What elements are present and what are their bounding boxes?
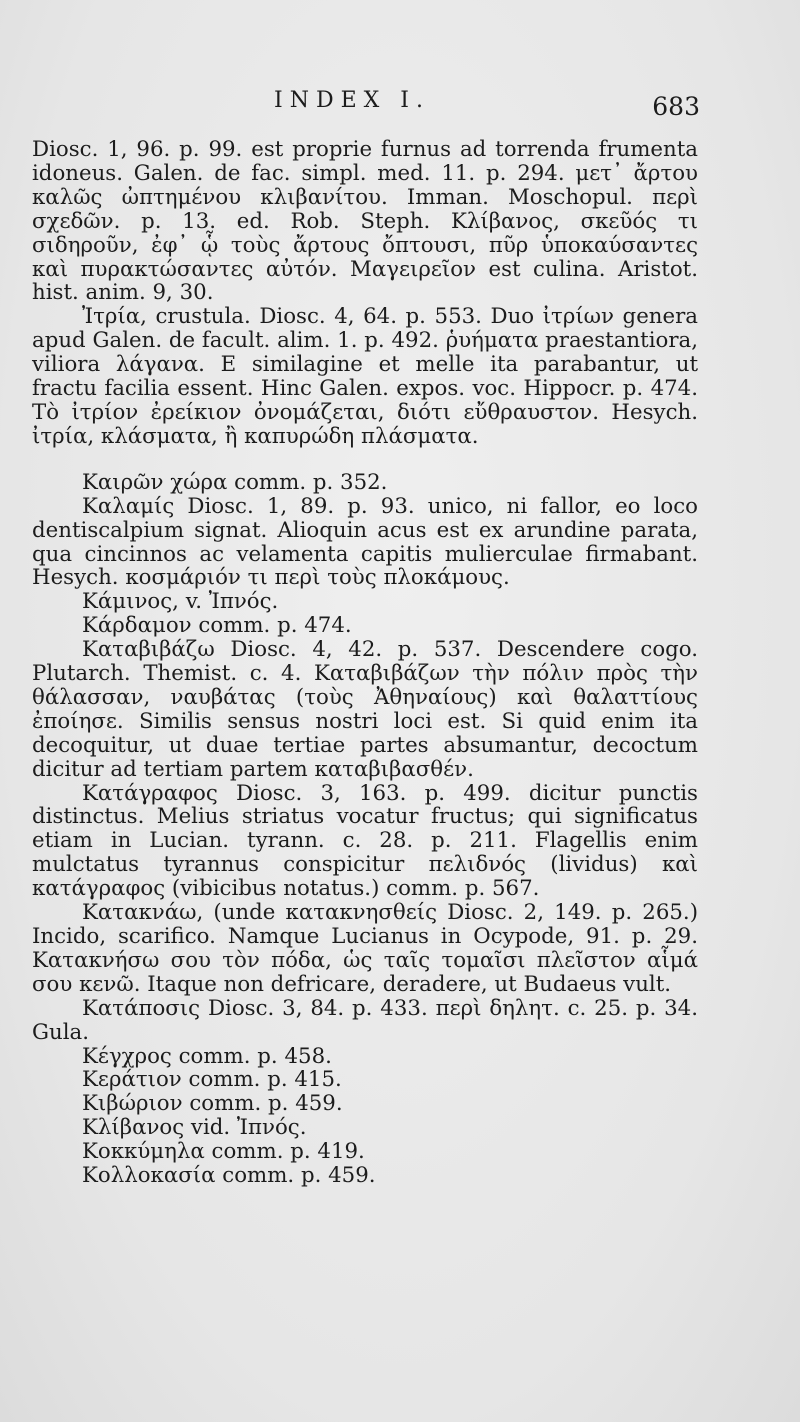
paragraph-kalamis: Καλαμίς Diosc. 1, 89. p. 93. unico, ni fallor, eo loco dentiscalpium signat. Alioquin acus est ex arundine parata, qua cincinnos ac velamenta capitis mulierculae firmabant. Hesych. κοσμάριόν τι περὶ τοὺς πλοκάμους. [32, 493, 698, 591]
paragraph-katabibazo: Καταβιβάζω Diosc. 4, 42. p. 537. Descendere cogo. Plutarch. Themist. c. 4. Καταβιβάζων τὴν πόλιν πρὸς τὴν θάλασσαν, ναυβάτας (τοὺς Ἀθηναίους) καὶ θαλαττίους ἐποίησε. Similis sensus nostri loci est. Si quid enim ita decoquitur, ut duae tertiae partes absumantur, decoctum dicitur ad tertiam partem καταβιβασθέν. [32, 637, 698, 782]
entry-kollokasia: Κολλοκασία comm. p. 459. [82, 1163, 376, 1189]
entry-kenchros: Κέγχρος comm. p. 458. [82, 1043, 332, 1069]
paragraph-kataknao: Κατακνάω, (unde κατακνησθείς Diosc. 2, 149. p. 265.) Incido, scarifico. Namque Lucianus in Ocypode, 91. p. 29. Κατακνήσω σου τὸν πόδα, ὡς ταῖς τομαῖσι πλεῖστον αἷμά σου κενῶ. Itaque non defricare, deradere, ut Budaeus vult. [32, 900, 698, 997]
entry-klibanos: Κλίβανος vid. Ἰπνός. [82, 1115, 307, 1141]
page-number: 683 [652, 92, 700, 121]
index-body [32, 138, 698, 1188]
entry-keration: Κεράτιον comm. p. 415. [82, 1067, 342, 1093]
paragraph-kataposis: Κατάποσις Diosc. 3, 84. p. 433. περὶ δηλητ. c. 25. p. 34. Gula. [32, 995, 698, 1045]
entry-kiborion: Κιβώριον comm. p. 459. [82, 1091, 343, 1117]
paragraph-furnus: Diosc. 1, 96. p. 99. est proprie furnus ad torrenda frumenta idoneus. Galen. de fac. simpl. med. 11. p. 294. μετ᾽ ἄρτου καλῶς ὠπτημένου κλιβανίτου. Imman. Moschopul. περὶ σχεδῶν. p. 13. ed. Rob. Steph. Κλίβανος, σκεῦός τι σιδηροῦν, ἐφ᾽ ᾧ τοὺς ἄρτους ὄπτουσι, πῦρ ὑποκαύσαντες καὶ πυρακτώσαντες αὐτόν. Μαγειρεῖον est culina. Aristot. hist. anim. 9, 30. [32, 137, 698, 306]
paragraph-kardamon: Κάρδαμον comm. p. 474. [82, 613, 352, 639]
paragraph-katagraphos: Κατάγραφος Diosc. 3, 163. p. 499. dicitur punctis distinctus. Melius striatus vocatur fructus; qui significatus etiam in Lucian. tyrann. c. 28. p. 211. Flagellis enim mulctatus tyrannus conspicitur πελιδνός (lividus) καὶ κατάγραφος (vibicibus notatus.) comm. p. 567. [32, 780, 698, 902]
paragraph-itria: Ἰτρία, crustula. Diosc. 4, 64. p. 553. Duo ἰτρίων genera apud Galen. de facult. alim. 1. p. 492. ῥυήματα praestantiora, viliora λάγανα. E similagine et melle ita parabantur, ut fractu facilia essent. Hinc Galen. expos. voc. Hippocr. p. 474. Τὸ ἰτρίον ἐρείκιον ὀνομάζεται, διότι εὔθραυστον. Hesych. ἰτρία, κλάσματα, ἢ καπυρώδη πλάσματα. [32, 304, 698, 449]
running-head: INDEX I. [274, 88, 430, 113]
paragraph-kairon: Καιρῶν χώρα comm. p. 352. [82, 469, 388, 495]
entry-kokkymela: Κοκκύμηλα comm. p. 419. [82, 1139, 365, 1165]
page-header [32, 86, 700, 130]
paragraph-kaminos: Κάμινος, v. Ἰπνός. [82, 589, 279, 615]
